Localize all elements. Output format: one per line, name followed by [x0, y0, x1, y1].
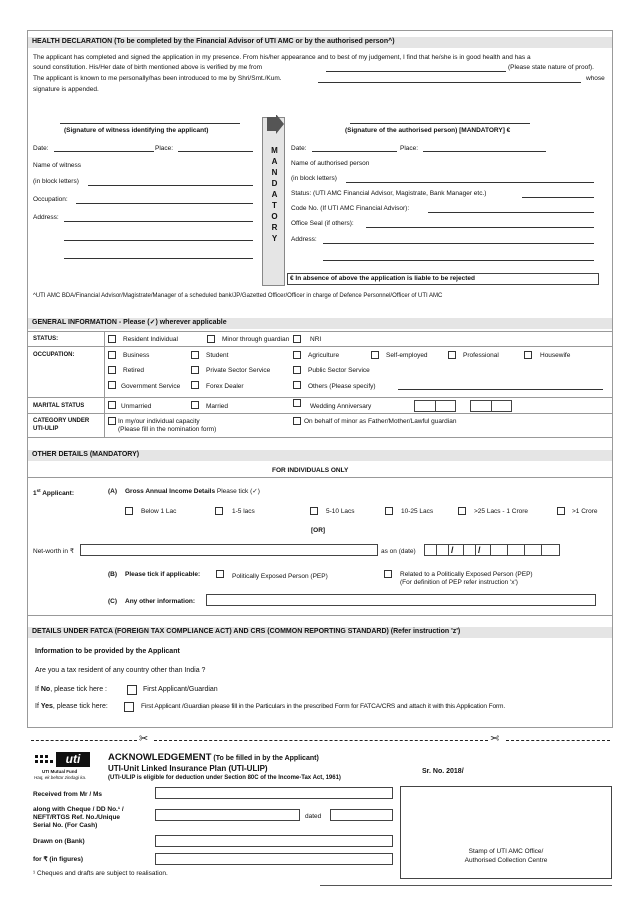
category-label-1: CATEGORY UNDER [33, 418, 90, 424]
witness-block-label: (in block letters) [33, 178, 79, 185]
option-nri: NRI [310, 336, 322, 343]
option-public-sector: Public Sector Service [308, 367, 370, 374]
uti-logo-mark-icon [34, 752, 56, 768]
checkbox-retired[interactable] [108, 366, 116, 374]
checkbox-fatca-no[interactable] [127, 685, 137, 695]
introducer-name-field[interactable] [318, 82, 581, 83]
checkbox-income-25-lacs-1-crore[interactable] [458, 507, 466, 515]
witness-address-field-2[interactable] [64, 240, 253, 241]
ack-plan: UTI-Unit Linked Insurance Plan (UTI-ULIP) [108, 764, 268, 773]
auth-signature-label: (Signature of the authorised person) [MANDATORY] € [345, 127, 511, 134]
option-professional: Professional [463, 352, 499, 359]
checkbox-income-5-10-lacs[interactable] [310, 507, 318, 515]
checkbox-public-sector[interactable] [293, 366, 301, 374]
arrow-right-icon [264, 115, 285, 137]
witness-address-field-1[interactable] [64, 221, 253, 222]
for-individuals-only: FOR INDIVIDUALS ONLY [272, 467, 349, 474]
witness-address-field-3[interactable] [64, 258, 253, 259]
mandatory-letter: Y [271, 234, 278, 243]
option-government-service: Government Service [121, 383, 181, 390]
auth-status-label: Status: (UTI AMC Financial Advisor, Magistrate, Bank Manager etc.) [291, 190, 487, 197]
option-others: Others (Please specify) [308, 383, 376, 390]
option-individual-capacity: In my/our individual capacity [118, 418, 200, 425]
income-option: Below 1 Lac [141, 508, 177, 515]
income-option: 1-5 lacs [232, 508, 255, 515]
ack-serial-number: Sr. No. 2018/ [422, 768, 464, 775]
witness-name-label: Name of witness [33, 162, 82, 169]
option-private-sector: Private Sector Service [206, 367, 271, 374]
fatca-question: Are you a tax resident of any country other than India ? [35, 667, 206, 674]
auth-address-field-1[interactable] [323, 243, 594, 244]
mandatory-letter: O [271, 212, 278, 221]
health-text-1: The applicant has completed and signed the application in my presence. From his/her appearance and to best of my judgement, I find that he/she is in good health and has a [33, 54, 531, 61]
option-housewife: Housewife [540, 352, 571, 359]
networth-label: Net-worth in ₹ [33, 548, 74, 555]
ack-eligible: (UTI-ULIP is eligible for deduction under Section 80C of the Income-Tax Act, 1961) [108, 775, 341, 781]
cut-line [31, 740, 137, 741]
or-label: [OR] [311, 527, 326, 534]
fatca-section-header: DETAILS UNDER FATCA (FOREIGN TAX COMPLIANCE ACT) AND CRS (COMMON REPORTING STANDARD) (Refer instruction 'z') [28, 627, 612, 638]
uti-logo [34, 752, 96, 782]
cheque-label-3: Serial No. (For Cash) [33, 822, 98, 829]
auth-name-field[interactable] [346, 182, 594, 183]
auth-address-field-2[interactable] [323, 260, 594, 261]
auth-place-label: Place: [400, 145, 419, 152]
drawn-on-label: Drawn on (Bank) [33, 838, 85, 845]
checkbox-forex-dealer[interactable] [191, 381, 199, 389]
mandatory-letter: R [271, 223, 278, 232]
checkbox-others[interactable] [293, 381, 301, 389]
auth-seal-label: Office Seal (if others): [291, 220, 354, 227]
mandatory-letter: M [271, 146, 278, 155]
auth-address-label: Address: [291, 236, 317, 243]
checkbox-nri[interactable] [293, 335, 301, 343]
option-wedding-anniversary: Wedding Anniversary [310, 403, 372, 410]
checkbox-business[interactable] [108, 351, 116, 359]
checkbox-agriculture[interactable] [293, 351, 301, 359]
stamp-label-2: Authorised Collection Centre [464, 857, 548, 864]
option-minor-guardian: Minor through guardian [222, 336, 290, 343]
witness-occupation-field[interactable] [76, 203, 253, 204]
mandatory-column [262, 117, 285, 286]
witness-signature-label: (Signature of witness identifying the applicant) [64, 127, 209, 134]
auth-date-field[interactable] [312, 151, 397, 152]
uti-logo-subtitle: UTI Mutual Fund [42, 769, 78, 774]
networth-field[interactable] [80, 544, 378, 556]
scissors-icon: ✂ [139, 733, 149, 745]
option-business: Business [123, 352, 150, 359]
option-related-pep-note: (For definition of PEP refer instruction 'x') [400, 579, 518, 586]
auth-signature-field[interactable] [350, 123, 530, 124]
checkbox-related-pep[interactable] [384, 570, 392, 578]
label-c: (C) [108, 598, 118, 605]
checkbox-income-1-5-lacs[interactable] [215, 507, 223, 515]
received-from-label: Received from Mr / Ms [33, 791, 102, 798]
witness-signature-field[interactable] [60, 123, 240, 124]
category-label-2: UTI-ULIP [33, 426, 59, 432]
mandatory-letter: A [271, 157, 278, 166]
income-details-label: Gross Annual Income Details Please tick (✓) [125, 488, 260, 495]
fatca-info: Information to be provided by the Applicant [35, 648, 180, 655]
ack-title: ACKNOWLEDGEMENT (To be filled in by the Applicant) [108, 752, 319, 763]
option-fatca-no: First Applicant/Guardian [143, 686, 218, 693]
stamp-label-1: Stamp of UTI AMC Office/ [468, 848, 544, 855]
income-option: >25 Lacs - 1 Crore [474, 508, 529, 515]
witness-occupation-label: Occupation: [33, 196, 68, 203]
option-related-pep: Related to a Politically Exposed Person (PEP) [400, 571, 533, 578]
first-applicant-label: 1st Applicant: [33, 488, 74, 498]
stamp-box [400, 786, 612, 879]
auth-code-label: Code No. (If UTI AMC Financial Advisor): [291, 205, 410, 212]
witness-place-field[interactable] [178, 151, 253, 152]
other-section-header: OTHER DETAILS (MANDATORY) [28, 450, 612, 461]
health-text-3: The applicant is known to me personally/has been introduced to me by Shri/Smt./Kum. [33, 75, 282, 82]
auth-name-label: Name of authorised person [291, 160, 370, 167]
label-b: (B) [108, 571, 118, 578]
as-on-label: as on (date) [381, 548, 416, 555]
checkbox-housewife[interactable] [524, 351, 532, 359]
health-footnote: ^UTI AMC BDA/Financial Advisor/Magistrate/Manager of a scheduled bank/JP/Gazetted Officer/Officer in charge of Defence Personnel/Officer of UTI AMC [33, 293, 443, 299]
health-section-header: HEALTH DECLARATION (To be completed by the Financial Advisor of UTI AMC or by the authorised person^) [28, 37, 612, 48]
health-text-2: sound constitution. His/Her date of birth mentioned above is verified by me from [33, 64, 263, 71]
date-slash: / [451, 545, 454, 555]
fatca-yes-label: If Yes, please tick here: [35, 703, 108, 710]
health-text-2b: (Please state nature of proof). [508, 64, 594, 71]
checkbox-married[interactable] [191, 401, 199, 409]
option-unmarried: Unmarried [121, 403, 152, 410]
auth-date-label: Date: [291, 145, 307, 152]
cheque-label-2: NEFT/RTGS Ref. No./Unique [33, 814, 121, 821]
networth-date-field[interactable] [424, 544, 560, 556]
drawn-on-field[interactable] [155, 835, 393, 847]
auth-code-field[interactable] [428, 212, 594, 213]
scissors-icon: ✂ [490, 733, 500, 745]
checkbox-income-below-1-lac[interactable] [125, 507, 133, 515]
cheque-number-field[interactable] [155, 809, 300, 821]
witness-place-label: Place: [155, 145, 174, 152]
checkbox-pep[interactable] [216, 570, 224, 578]
option-self-employed: Self-employed [386, 352, 428, 359]
income-option: 5-10 Lacs [326, 508, 355, 515]
option-fatca-yes: First Applicant /Guardian please fill in the Particulars in the prescribed Form for FATCA/CRS and attach it with this Application Form. [141, 703, 506, 710]
marital-label: MARITAL STATUS [33, 403, 85, 409]
checkbox-minor-guardian[interactable] [207, 335, 215, 343]
cut-line [154, 740, 488, 741]
mandatory-letter: D [271, 179, 278, 188]
option-pep: Politically Exposed Person (PEP) [232, 573, 328, 580]
cheque-label-1: along with Cheque / DD No.¹ / [33, 806, 124, 813]
cheque-date-field[interactable] [330, 809, 393, 821]
status-label: STATUS: [33, 336, 59, 342]
income-option: >1 Crore [572, 508, 598, 515]
witness-date-field[interactable] [54, 151, 154, 152]
checkbox-wedding-anniversary[interactable] [293, 399, 301, 407]
cut-line [506, 740, 610, 741]
date-slash: / [478, 545, 481, 555]
income-option: 10-25 Lacs [401, 508, 434, 515]
checkbox-behalf-of-minor[interactable] [293, 417, 301, 425]
witness-address-label: Address: [33, 214, 59, 221]
checkbox-professional[interactable] [448, 351, 456, 359]
occupation-label: OCCUPATION: [33, 352, 75, 358]
amount-field[interactable] [155, 853, 393, 865]
auth-block-label: (in block letters) [291, 175, 337, 182]
uti-logo-tagline: Haq, ek behtar zindagi ka. [34, 775, 87, 780]
checkbox-self-employed[interactable] [371, 351, 379, 359]
others-specify-field[interactable] [398, 389, 603, 390]
checkbox-resident-individual[interactable] [108, 335, 116, 343]
checkbox-unmarried[interactable] [108, 401, 116, 409]
dated-label: dated [305, 813, 322, 820]
option-married: Married [206, 403, 229, 410]
checkbox-government-service[interactable] [108, 381, 116, 389]
option-forex-dealer: Forex Dealer [206, 383, 244, 390]
checkbox-individual-capacity[interactable] [108, 417, 116, 425]
bottom-rule [320, 885, 612, 886]
checkbox-income-10-25-lacs[interactable] [385, 507, 393, 515]
mandatory-letter: A [271, 190, 278, 199]
witness-date-label: Date: [33, 145, 49, 152]
label-a: (A) [108, 488, 118, 495]
amount-label: for ₹ (in figures) [33, 856, 83, 863]
option-student: Student [206, 352, 229, 359]
health-text-3b: whose [586, 75, 605, 82]
mandatory-letter: T [272, 201, 277, 210]
option-individual-capacity-note: (Please fill in the nomination form) [118, 426, 217, 433]
cheque-note: ¹ Cheques and drafts are subject to realisation. [33, 870, 168, 877]
fatca-no-label: If No, please tick here : [35, 686, 107, 693]
checkbox-fatca-yes[interactable] [124, 702, 134, 712]
option-retired: Retired [123, 367, 144, 374]
checkbox-private-sector[interactable] [191, 366, 199, 374]
mandatory-letter: N [271, 168, 278, 177]
health-text-4: signature is appended. [33, 86, 99, 93]
option-behalf-of-minor: On behalf of minor as Father/Mother/Lawful guardian [304, 418, 457, 425]
option-agriculture: Agriculture [308, 352, 340, 359]
received-from-field[interactable] [155, 787, 393, 799]
auth-place-field[interactable] [423, 151, 546, 152]
pep-question: Please tick if applicable: [125, 571, 201, 578]
witness-name-field[interactable] [88, 185, 253, 186]
other-info-label: Any other information: [125, 598, 196, 605]
auth-status-field[interactable] [522, 197, 594, 198]
other-info-field[interactable] [206, 594, 596, 606]
auth-seal-field[interactable] [366, 227, 594, 228]
option-resident-individual: Resident Individual [123, 336, 178, 343]
general-section-header: GENERAL INFORMATION - Please (✓) wherever applicable [28, 318, 612, 329]
absence-warning: € In absence of above the application is liable to be rejected [290, 275, 475, 282]
dob-proof-field[interactable] [326, 71, 506, 72]
uti-logo-text: uti [56, 752, 90, 767]
checkbox-student[interactable] [191, 351, 199, 359]
checkbox-income-above-1-crore[interactable] [557, 507, 565, 515]
